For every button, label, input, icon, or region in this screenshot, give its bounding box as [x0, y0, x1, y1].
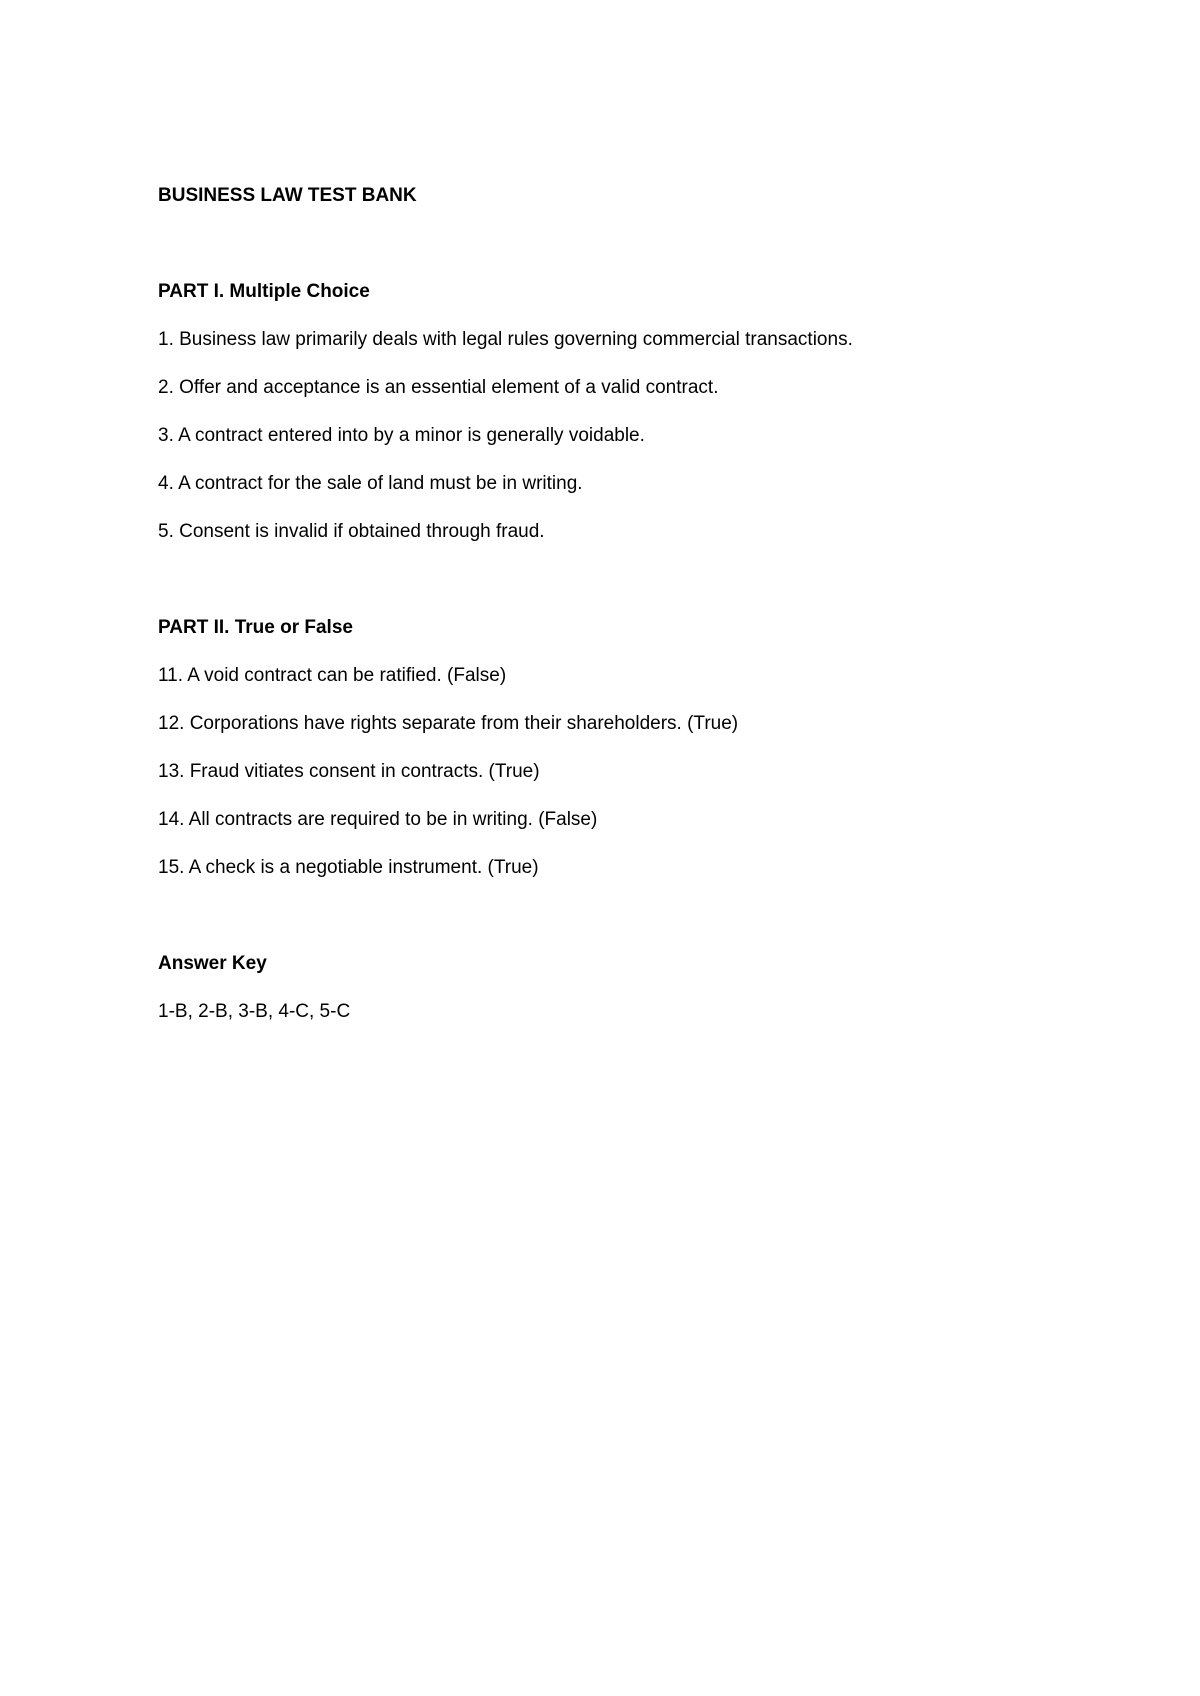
part1-heading: PART I. Multiple Choice	[158, 281, 370, 302]
part2-heading: PART II. True or False	[158, 617, 353, 638]
section-spacer	[158, 904, 1118, 952]
section-spacer	[158, 568, 1118, 616]
list-item: 4. A contract for the sale of land must be in writing.	[158, 473, 583, 494]
answer-key-text: 1-B, 2-B, 3-B, 4-C, 5-C	[158, 1001, 351, 1022]
list-item: 2. Offer and acceptance is an essential element of a valid contract.	[158, 377, 719, 398]
document-title: BUSINESS LAW TEST BANK	[158, 185, 417, 206]
list-item: 13. Fraud vitiates consent in contracts. (True)	[158, 761, 540, 782]
list-item: 11. A void contract can be ratified. (False)	[158, 665, 507, 686]
answer-key-heading: Answer Key	[158, 953, 267, 974]
list-item: 1. Business law primarily deals with legal rules governing commercial transactions.	[158, 329, 853, 350]
list-item: 12. Corporations have rights separate from their shareholders. (True)	[158, 713, 739, 734]
list-item: 15. A check is a negotiable instrument. (True)	[158, 857, 539, 878]
list-item: 5. Consent is invalid if obtained through fraud.	[158, 521, 545, 542]
list-item: 3. A contract entered into by a minor is generally voidable.	[158, 425, 645, 446]
list-item: 14. All contracts are required to be in writing. (False)	[158, 809, 598, 830]
document-page	[158, 184, 1118, 1048]
